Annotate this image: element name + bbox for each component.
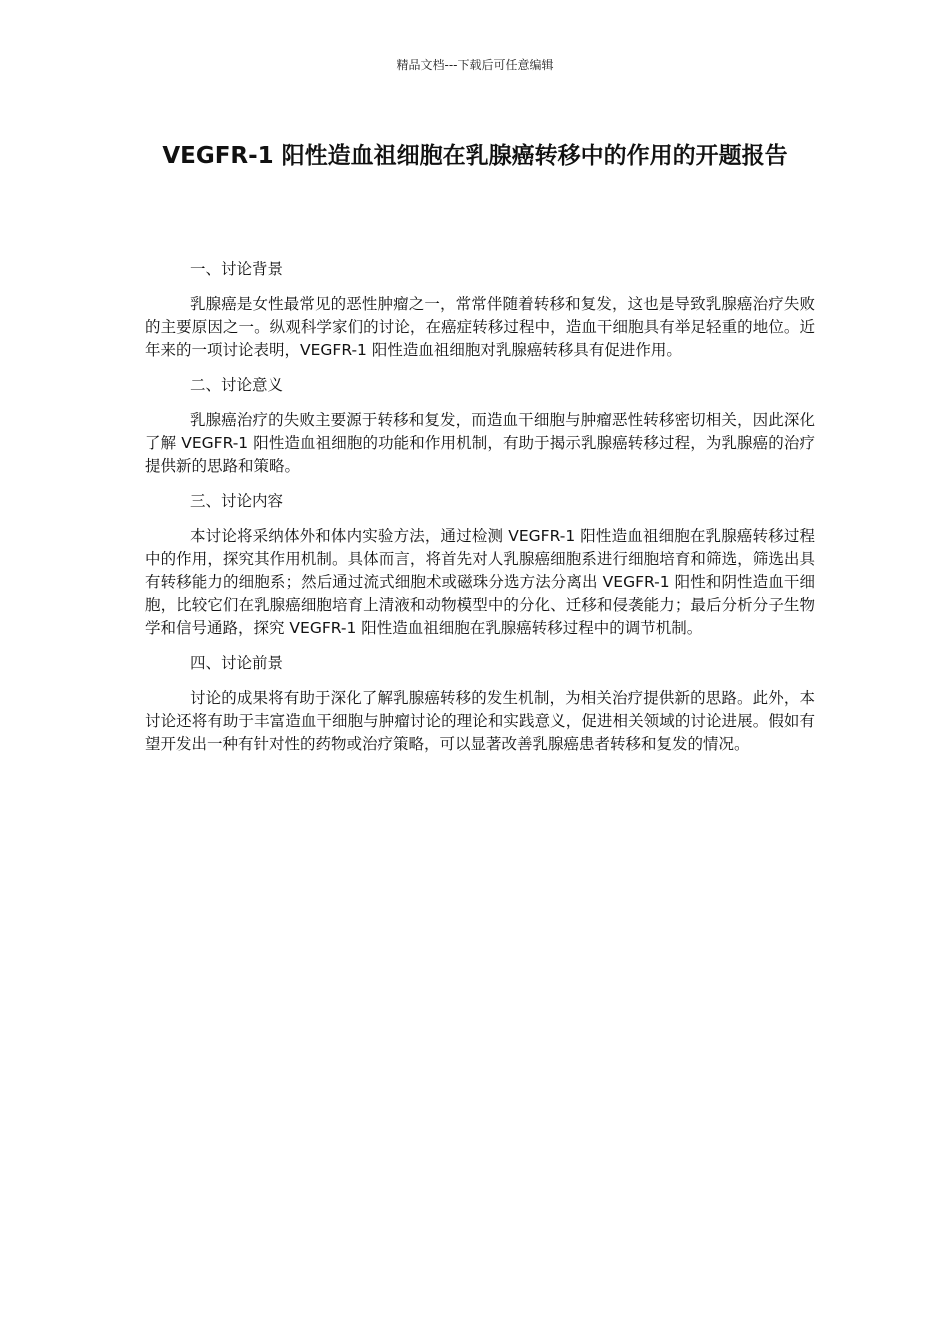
document-title: VEGFR-1 阳性造血祖细胞在乳腺癌转移中的作用的开题报告 <box>162 143 788 169</box>
document-body <box>145 258 815 768</box>
section-body-prospects: 讨论的成果将有助于深化了解乳腺癌转移的发生机制，为相关治疗提供新的思路。此外，本讨论还将有助于丰富造血干细胞与肿瘤讨论的理论和实践意义，促进相关领域的讨论进展。假如有望开发出一种有针对性的药物或治疗策略，可以显著改善乳腺癌患者转移和复发的情况。 <box>145 689 815 753</box>
page-header: 精品文档---下载后可任意编辑 <box>396 58 554 72</box>
section-heading-background: 一、讨论背景 <box>190 260 284 278</box>
section-heading-significance: 二、讨论意义 <box>190 376 284 394</box>
section-body-significance: 乳腺癌治疗的失败主要源于转移和复发，而造血干细胞与肿瘤恶性转移密切相关，因此深化了解 VEGFR-1 阳性造血祖细胞的功能和作用机制，有助于揭示乳腺癌转移过程，为乳腺癌的治疗提供新的思路和策略。 <box>145 411 815 475</box>
section-body-content: 本讨论将采纳体外和体内实验方法，通过检测 VEGFR-1 阳性造血祖细胞在乳腺癌转移过程中的作用，探究其作用机制。具体而言，将首先对人乳腺癌细胞系进行细胞培育和筛选，筛选出具有转移能力的细胞系；然后通过流式细胞术或磁珠分选方法分离出 VEGFR-1 阳性和阴性造血干细胞，比较它们在乳腺癌细胞培育上清液和动物模型中的分化、迁移和侵袭能力；最后分析分子生物学和信号通路，探究 VEGFR-1 阳性造血祖细胞在乳腺癌转移过程中的调节机制。 <box>145 527 815 637</box>
section-heading-content: 三、讨论内容 <box>190 492 284 510</box>
section-body-background: 乳腺癌是女性最常见的恶性肿瘤之一，常常伴随着转移和复发，这也是导致乳腺癌治疗失败的主要原因之一。纵观科学家们的讨论，在癌症转移过程中，造血干细胞具有举足轻重的地位。近年来的一项讨论表明，VEGFR-1 阳性造血祖细胞对乳腺癌转移具有促进作用。 <box>145 295 815 359</box>
section-heading-prospects: 四、讨论前景 <box>190 654 284 672</box>
